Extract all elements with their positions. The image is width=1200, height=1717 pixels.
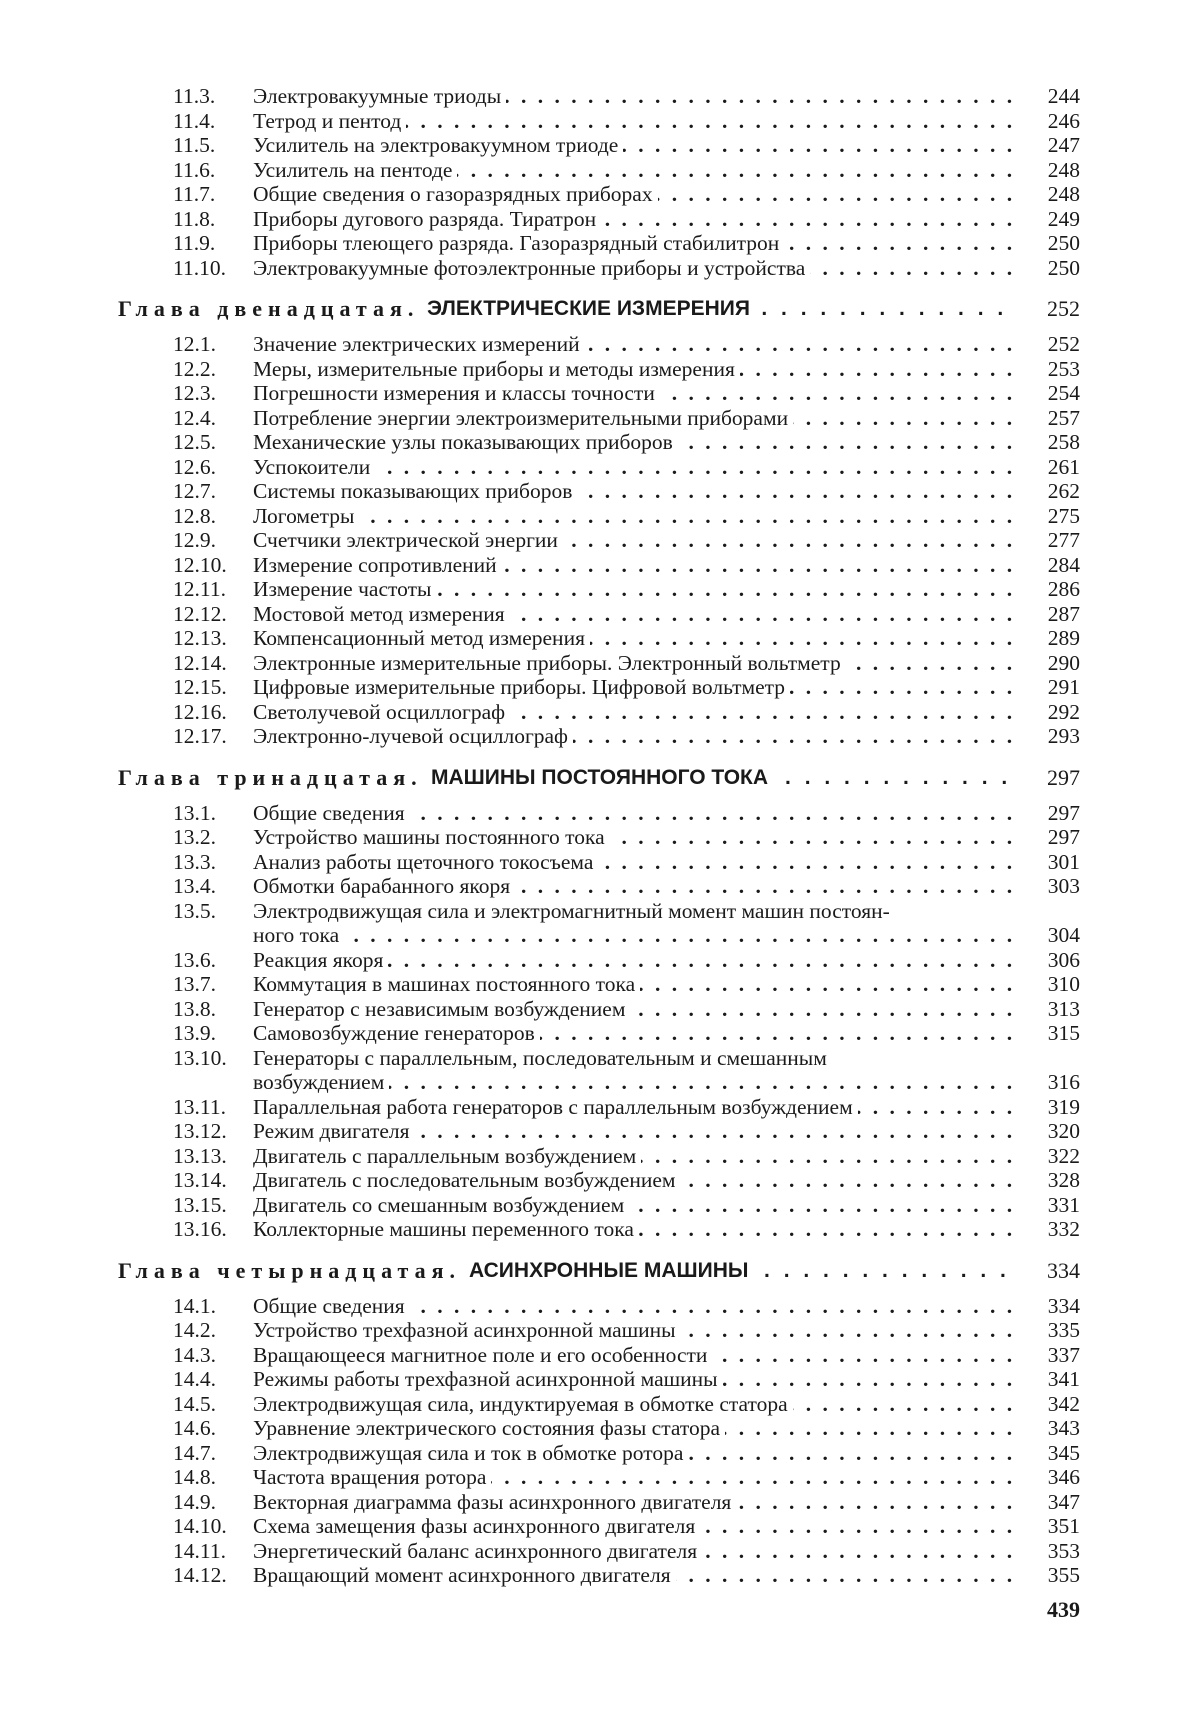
toc-entry xyxy=(118,1168,1080,1193)
entry-title xyxy=(253,1563,1018,1588)
toc-entry xyxy=(118,1193,1080,1218)
entry-title-cont: возбуждением xyxy=(253,1070,389,1094)
entry-title xyxy=(253,850,1018,875)
toc-entry xyxy=(118,1343,1080,1368)
entry-title xyxy=(253,1021,1018,1046)
entry-title-text: Меры, измерительные приборы и методы измерения xyxy=(253,357,740,381)
entry-title-text: Компенсационный метод измерения xyxy=(253,626,590,650)
entry-number: 12.1. xyxy=(173,332,216,356)
entry-title-text: Векторная диаграмма фазы асинхронного двигателя xyxy=(253,1490,736,1514)
toc-entry xyxy=(118,1465,1080,1490)
entry-title xyxy=(253,231,1018,256)
entry-title xyxy=(253,1490,1018,1515)
chapter-title-text: ЭЛЕКТРИЧЕСКИЕ ИЗМЕРЕНИЯ xyxy=(427,297,756,320)
entry-title-text: Коллекторные машины переменного тока xyxy=(253,1217,639,1241)
entry-number: 11.7. xyxy=(173,182,216,206)
toc-entry xyxy=(118,528,1080,553)
entry-title xyxy=(253,1392,1018,1417)
entry-number: 12.12. xyxy=(173,601,227,626)
entry-number: 14.4. xyxy=(173,1367,216,1391)
entry-number: 12.4. xyxy=(173,405,216,430)
toc-entry xyxy=(118,381,1080,406)
entry-number: 13.12. xyxy=(173,1119,227,1143)
toc-entry xyxy=(118,1490,1080,1515)
entry-number: 13.14. xyxy=(173,1168,227,1192)
entry-title xyxy=(253,1046,1018,1071)
entry-title-text: Системы показывающих приборов xyxy=(253,479,577,503)
toc-entry xyxy=(118,109,1080,134)
toc-entry xyxy=(118,1514,1080,1539)
entry-title-text: Значение электрических измерений xyxy=(253,332,585,356)
entry-title xyxy=(253,504,1018,529)
entry-page: 320 xyxy=(1047,1119,1080,1143)
entry-title xyxy=(253,84,1018,109)
entry-page: 315 xyxy=(1047,1021,1080,1045)
entry-title-text: Цифровые измерительные приборы. Цифровой вольтметр xyxy=(253,675,790,699)
entry-number: 13.5. xyxy=(173,898,216,923)
toc-entry xyxy=(118,1416,1080,1441)
entry-page: 248 xyxy=(1047,182,1080,206)
entry-title-text: Общие сведения о газоразрядных приборах xyxy=(253,182,658,206)
toc-entry xyxy=(118,553,1080,578)
toc-entry xyxy=(118,1046,1080,1071)
entry-title-text: Двигатель с последовательным возбуждением xyxy=(253,1168,681,1192)
entry-title xyxy=(253,109,1018,134)
entry-title xyxy=(253,1217,1018,1242)
entry-title-text: Вращающий момент асинхронного двигателя xyxy=(253,1563,676,1587)
chapter-heading xyxy=(118,1256,1080,1286)
entry-title-text: Электродвижущая сила, индуктируемая в обмотке статора xyxy=(253,1392,793,1416)
entry-title xyxy=(253,1070,1018,1095)
entry-title xyxy=(253,381,1018,406)
toc-entry xyxy=(118,1392,1080,1417)
entry-title xyxy=(253,1095,1018,1120)
toc-entry xyxy=(118,825,1080,850)
entry-page: 334 xyxy=(1047,1293,1080,1318)
entry-page: 306 xyxy=(1047,947,1080,972)
entry-page: 284 xyxy=(1047,552,1080,577)
toc-entry xyxy=(118,1294,1080,1319)
entry-page: 301 xyxy=(1047,849,1080,874)
entry-title-text: Электродвижущая сила и ток в обмотке ротора xyxy=(253,1441,688,1465)
entry-page: 341 xyxy=(1047,1367,1080,1391)
entry-title-text: Коммутация в машинах постоянного тока xyxy=(253,972,640,996)
toc-entry xyxy=(118,231,1080,256)
entry-title-text: Электродвижущая сила и электромагнитный момент машин постоян- xyxy=(253,898,890,923)
chapter-page: 334 xyxy=(1047,1257,1080,1283)
entry-title-text: Устройство машины постоянного тока xyxy=(253,825,610,849)
entry-title xyxy=(253,700,1018,725)
entry-title-text: Энергетический баланс асинхронного двигателя xyxy=(253,1539,702,1563)
entry-title-text: Счетчики электрической энергии xyxy=(253,528,563,552)
entry-page: 303 xyxy=(1047,874,1080,898)
chapter-label: Глава двенадцатая. xyxy=(118,296,420,321)
toc-entry xyxy=(118,256,1080,281)
entry-title-text: Обмотки барабанного якоря xyxy=(253,874,515,898)
chapter-page: 297 xyxy=(1047,764,1080,790)
chapter-title-text: МАШИНЫ ПОСТОЯННОГО ТОКА xyxy=(431,766,774,789)
entry-page: 310 xyxy=(1047,972,1080,996)
entry-title xyxy=(253,724,1018,749)
entry-title-text: Мостовой метод измерения xyxy=(253,602,510,626)
entry-title xyxy=(253,874,1018,899)
entry-number: 13.13. xyxy=(173,1143,227,1168)
chapter-title-text: АСИНХРОННЫЕ МАШИНЫ xyxy=(469,1259,754,1282)
entry-page: 335 xyxy=(1047,1318,1080,1342)
entry-title-text: Электровакуумные фотоэлектронные приборы и устройства xyxy=(253,256,810,280)
entry-title xyxy=(253,158,1018,183)
entry-title-text: Потребление энергии электроизмерительными приборами xyxy=(253,406,793,430)
toc-entry xyxy=(118,133,1080,158)
entry-number: 13.10. xyxy=(173,1045,227,1070)
entry-number: 11.10. xyxy=(173,255,226,280)
entry-title-text: Измерение частоты xyxy=(253,577,436,601)
entry-title xyxy=(253,357,1018,382)
entry-title xyxy=(253,1144,1018,1169)
entry-title-text: Самовозбуждение генераторов xyxy=(253,1021,540,1045)
entry-title-text: Генератор с независимым возбуждением xyxy=(253,997,630,1021)
entry-page: 275 xyxy=(1047,503,1080,528)
entry-title-text: Двигатель с параллельным возбуждением xyxy=(253,1144,641,1168)
entry-title-text: Успокоители xyxy=(253,455,375,479)
page-number: 439 xyxy=(1047,1597,1080,1622)
entry-title-text: Двигатель со смешанным возбуждением xyxy=(253,1193,629,1217)
chapter-page: 252 xyxy=(1047,296,1080,321)
toc-entry-continuation xyxy=(118,923,1080,948)
toc-entry xyxy=(118,357,1080,382)
entry-number: 12.15. xyxy=(173,675,227,699)
entry-number: 11.3. xyxy=(173,84,216,108)
entry-title xyxy=(253,1193,1018,1218)
entry-page: 343 xyxy=(1047,1416,1080,1440)
entry-number: 14.10. xyxy=(173,1514,227,1538)
toc-entry xyxy=(118,801,1080,826)
entry-page: 249 xyxy=(1047,206,1080,231)
entry-title xyxy=(253,1416,1018,1441)
entry-number: 14.7. xyxy=(173,1440,216,1465)
entry-title xyxy=(253,923,1018,948)
entry-title xyxy=(253,1465,1018,1490)
toc-entry xyxy=(118,1119,1080,1144)
entry-title xyxy=(253,1168,1018,1193)
entry-number: 11.5. xyxy=(173,133,216,157)
entry-title xyxy=(253,207,1018,232)
toc-entry xyxy=(118,651,1080,676)
entry-page: 316 xyxy=(1047,1070,1080,1094)
entry-number: 14.2. xyxy=(173,1318,216,1342)
entry-number: 12.3. xyxy=(173,381,216,405)
toc-entry xyxy=(118,997,1080,1022)
entry-title xyxy=(253,801,1018,826)
toc-entry xyxy=(118,479,1080,504)
entry-number: 13.8. xyxy=(173,996,216,1021)
toc-entry xyxy=(118,1563,1080,1588)
entry-title xyxy=(253,1318,1018,1343)
entry-title-text: Усилитель на электровакуумном триоде xyxy=(253,133,623,157)
entry-number: 13.3. xyxy=(173,849,216,874)
entry-page: 291 xyxy=(1047,675,1080,699)
entry-title-text: Механические узлы показывающих приборов xyxy=(253,430,678,454)
toc-entry xyxy=(118,874,1080,899)
entry-title xyxy=(253,626,1018,651)
entry-title-text: Электронно-лучевой осциллограф xyxy=(253,724,573,748)
entry-number: 13.16. xyxy=(173,1217,227,1241)
entry-page: 250 xyxy=(1047,231,1080,255)
entry-number: 14.6. xyxy=(173,1416,216,1440)
entry-number: 13.15. xyxy=(173,1192,227,1217)
toc-entry xyxy=(118,602,1080,627)
entry-number: 14.9. xyxy=(173,1489,216,1514)
entry-number: 12.10. xyxy=(173,552,227,577)
entry-title-text: Приборы дугового разряда. Тиратрон xyxy=(253,207,601,231)
toc-entry xyxy=(118,332,1080,357)
entry-page: 248 xyxy=(1047,157,1080,182)
entry-page: 337 xyxy=(1047,1342,1080,1367)
chapter-label: Глава четырнадцатая. xyxy=(118,1257,462,1283)
entry-title-text: Логометры xyxy=(253,504,359,528)
toc-entry xyxy=(118,724,1080,749)
entry-number: 12.7. xyxy=(173,479,216,503)
entry-title xyxy=(253,455,1018,480)
entry-title-cont: ного тока xyxy=(253,923,344,947)
entry-number: 12.11. xyxy=(173,577,226,601)
entry-title xyxy=(253,1514,1018,1539)
entry-page: 346 xyxy=(1047,1465,1080,1489)
entry-page: 262 xyxy=(1047,479,1080,503)
entry-title xyxy=(253,1294,1018,1319)
entry-page: 332 xyxy=(1047,1217,1080,1241)
entry-number: 13.9. xyxy=(173,1021,216,1045)
entry-number: 12.6. xyxy=(173,454,216,479)
entry-page: 250 xyxy=(1047,255,1080,280)
toc-entry xyxy=(118,182,1080,207)
entry-title-text: Режим двигателя xyxy=(253,1119,415,1143)
toc-entry xyxy=(118,1144,1080,1169)
entry-title xyxy=(253,528,1018,553)
toc-entry xyxy=(118,430,1080,455)
entry-title-text: Электронные измерительные приборы. Электронный вольтметр xyxy=(253,651,846,675)
entry-page: 304 xyxy=(1047,923,1080,947)
entry-number: 14.12. xyxy=(173,1563,227,1587)
entry-number: 11.8. xyxy=(173,206,216,231)
entry-title-text: Светолучевой осциллограф xyxy=(253,700,510,724)
entry-page: 345 xyxy=(1047,1440,1080,1465)
entry-title-text: Электровакуумные триоды xyxy=(253,84,506,108)
entry-title xyxy=(253,899,1018,924)
entry-title-text: Устройство трехфазной асинхронной машины xyxy=(253,1318,681,1342)
entry-number: 12.17. xyxy=(173,724,227,748)
entry-title-text: Общие сведения xyxy=(253,801,410,825)
entry-title xyxy=(253,1343,1018,1368)
entry-number: 13.4. xyxy=(173,874,216,898)
entry-page: 290 xyxy=(1047,650,1080,675)
entry-page: 292 xyxy=(1047,699,1080,724)
entry-title xyxy=(253,997,1018,1022)
entry-page: 347 xyxy=(1047,1489,1080,1514)
entry-number: 13.6. xyxy=(173,947,216,972)
entry-page: 258 xyxy=(1047,430,1080,454)
entry-title-text: Измерение сопротивлений xyxy=(253,553,502,577)
entry-title xyxy=(253,825,1018,850)
entry-number: 14.3. xyxy=(173,1342,216,1367)
entry-page: 261 xyxy=(1047,454,1080,479)
toc-entry-continuation xyxy=(118,1070,1080,1095)
toc-entry xyxy=(118,1095,1080,1120)
toc-entry xyxy=(118,972,1080,997)
table-of-contents xyxy=(118,84,1080,1588)
entry-page: 297 xyxy=(1047,800,1080,825)
entry-number: 13.11. xyxy=(173,1094,226,1119)
entry-title-text: Вращающееся магнитное поле и его особенности xyxy=(253,1343,712,1367)
entry-number: 12.2. xyxy=(173,356,216,381)
chapter-heading xyxy=(118,294,1080,324)
toc-entry xyxy=(118,850,1080,875)
toc-entry xyxy=(118,899,1080,924)
entry-page: 257 xyxy=(1047,405,1080,430)
entry-number: 12.5. xyxy=(173,430,216,454)
entry-title-text: Реакция якоря xyxy=(253,948,388,972)
toc-entry xyxy=(118,406,1080,431)
entry-number: 12.9. xyxy=(173,528,216,552)
entry-title xyxy=(253,430,1018,455)
entry-title xyxy=(253,332,1018,357)
entry-number: 14.8. xyxy=(173,1465,216,1489)
entry-title-text: Погрешности измерения и классы точности xyxy=(253,381,660,405)
toc-entry xyxy=(118,1539,1080,1564)
entry-title xyxy=(253,133,1018,158)
entry-page: 293 xyxy=(1047,724,1080,748)
entry-number: 11.4. xyxy=(173,108,216,133)
entry-title xyxy=(253,1119,1018,1144)
entry-title xyxy=(253,553,1018,578)
entry-number: 12.16. xyxy=(173,699,227,724)
toc-entry xyxy=(118,948,1080,973)
entry-number: 12.8. xyxy=(173,503,216,528)
entry-title-text: Режимы работы трехфазной асинхронной машины xyxy=(253,1367,723,1391)
entry-title xyxy=(253,651,1018,676)
entry-page: 328 xyxy=(1047,1168,1080,1192)
toc-entry xyxy=(118,504,1080,529)
entry-number: 14.5. xyxy=(173,1391,216,1416)
entry-page: 289 xyxy=(1047,626,1080,650)
entry-title-text: Тетрод и пентод xyxy=(253,109,406,133)
entry-page: 252 xyxy=(1047,332,1080,356)
toc-entry xyxy=(118,84,1080,109)
entry-page: 244 xyxy=(1047,84,1080,108)
toc-entry xyxy=(118,1441,1080,1466)
chapter-label: Глава тринадцатая. xyxy=(118,764,423,790)
entry-title xyxy=(253,675,1018,700)
entry-title xyxy=(253,972,1018,997)
entry-number: 11.9. xyxy=(173,231,216,255)
entry-title-text: Приборы тлеющего разряда. Газоразрядный стабилитрон xyxy=(253,231,784,255)
entry-number: 14.11. xyxy=(173,1538,226,1563)
entry-page: 286 xyxy=(1047,577,1080,601)
entry-page: 287 xyxy=(1047,601,1080,626)
entry-page: 297 xyxy=(1047,825,1080,849)
entry-page: 319 xyxy=(1047,1094,1080,1119)
entry-title xyxy=(253,948,1018,973)
entry-title xyxy=(253,577,1018,602)
chapter-heading xyxy=(118,763,1080,793)
entry-number: 13.2. xyxy=(173,825,216,849)
entry-title-text: Частота вращения ротора xyxy=(253,1465,491,1489)
toc-entry xyxy=(118,455,1080,480)
entry-page: 247 xyxy=(1047,133,1080,157)
entry-title-text: Уравнение электрического состояния фазы статора xyxy=(253,1416,725,1440)
toc-entry xyxy=(118,626,1080,651)
entry-title xyxy=(253,256,1018,281)
entry-page: 331 xyxy=(1047,1192,1080,1217)
entry-number: 12.13. xyxy=(173,626,227,650)
toc-entry xyxy=(118,675,1080,700)
entry-page: 246 xyxy=(1047,108,1080,133)
toc-entry xyxy=(118,1367,1080,1392)
entry-number: 14.1. xyxy=(173,1293,216,1318)
chapter-title xyxy=(431,763,1018,793)
entry-page: 322 xyxy=(1047,1143,1080,1168)
entry-page: 342 xyxy=(1047,1391,1080,1416)
entry-title xyxy=(253,1441,1018,1466)
toc-entry xyxy=(118,158,1080,183)
toc-entry xyxy=(118,207,1080,232)
entry-page: 353 xyxy=(1047,1538,1080,1563)
entry-title-text: Параллельная работа генераторов с параллельным возбуждением xyxy=(253,1095,858,1119)
entry-title-text: Анализ работы щеточного токосъема xyxy=(253,850,598,874)
entry-number: 12.14. xyxy=(173,650,227,675)
entry-title xyxy=(253,602,1018,627)
entry-title-text: Усилитель на пентоде xyxy=(253,158,457,182)
entry-page: 277 xyxy=(1047,528,1080,552)
entry-number: 13.7. xyxy=(173,972,216,996)
toc-entry xyxy=(118,1217,1080,1242)
entry-page: 254 xyxy=(1047,381,1080,405)
toc-entry xyxy=(118,577,1080,602)
entry-title-text: Общие сведения xyxy=(253,1294,410,1318)
entry-page: 313 xyxy=(1047,996,1080,1021)
entry-title-text: Генераторы с параллельным, последовательным и смешанным xyxy=(253,1045,827,1070)
entry-title xyxy=(253,479,1018,504)
chapter-title xyxy=(427,294,1018,324)
toc-entry xyxy=(118,1318,1080,1343)
entry-page: 355 xyxy=(1047,1563,1080,1587)
entry-title xyxy=(253,406,1018,431)
entry-title xyxy=(253,1539,1018,1564)
entry-number: 11.6. xyxy=(173,157,216,182)
entry-title-text: Схема замещения фазы асинхронного двигателя xyxy=(253,1514,700,1538)
entry-page: 253 xyxy=(1047,356,1080,381)
toc-entry xyxy=(118,1021,1080,1046)
entry-title xyxy=(253,1367,1018,1392)
chapter-title xyxy=(469,1256,1018,1286)
entry-title xyxy=(253,182,1018,207)
entry-number: 13.1. xyxy=(173,800,216,825)
toc-entry xyxy=(118,700,1080,725)
entry-page: 351 xyxy=(1047,1514,1080,1538)
